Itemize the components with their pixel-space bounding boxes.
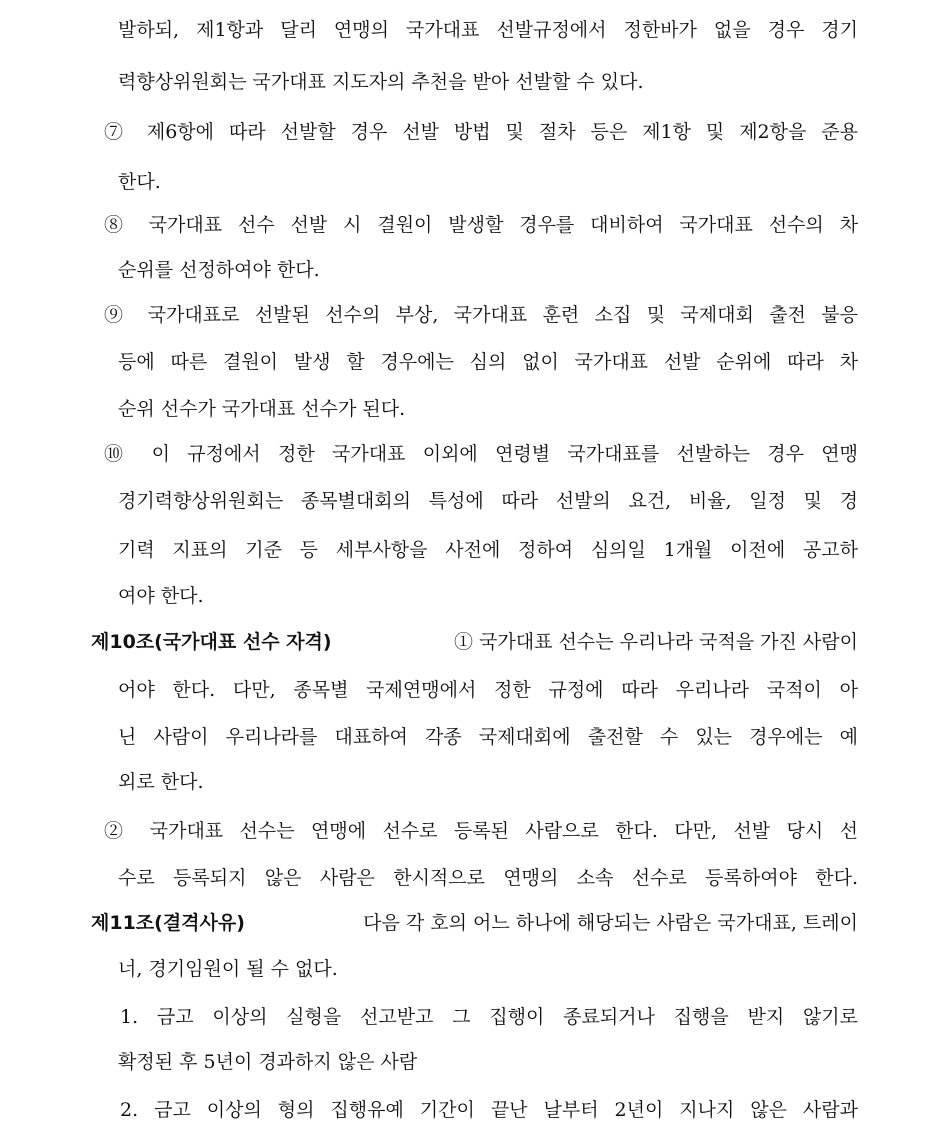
text-line: 여야 한다. [118,585,204,607]
clause-9: ⑨ 국가대표로 선발된 선수의 부상, 국가대표 훈련 소집 및 국제대회 출전 불응 [104,304,858,326]
text-line: 순위를 선정하여야 한다. [118,259,320,281]
clause-7: ⑦ 제6항에 따라 선발할 경우 선발 방법 및 절차 등은 제1항 및 제2항을 준용 [104,121,858,143]
text-line: 력향상위원회는 국가대표 지도자의 추천을 받아 선발할 수 있다. [118,71,644,93]
text-line: 어야 한다. 다만, 종목별 국제연맹에서 정한 규정에 따라 우리나라 국적이 아 [118,679,858,701]
clause-8: ⑧ 국가대표 선수 선발 시 결원이 발생할 경우를 대비하여 국가대표 선수의 차 [104,214,858,236]
text-line: 한다. [118,171,161,193]
article-10-clause-2: ② 국가대표 선수는 연맹에 선수로 등록된 사람으로 한다. 다만, 선발 당시 선 [104,820,858,842]
text-line: 닌 사람이 우리나라를 대표하여 각종 국제대회에 출전할 수 있는 경우에는 예 [118,726,858,748]
text-line: 발하되, 제1항과 달리 연맹의 국가대표 선발규정에서 정한바가 없을 경우 경기 [118,19,858,41]
article-11 [91,911,858,935]
article-10-title: 제10조(국가대표 선수 자격) [91,631,332,653]
text-line: 등에 따른 결원이 발생 할 경우에는 심의 없이 국가대표 선발 순위에 따라 차 [118,351,858,373]
text-line: 경기력향상위원회는 종목별대회의 특성에 따라 선발의 요건, 비율, 일정 및 경 [118,490,858,512]
clause-10: ⑩ 이 규정에서 정한 국가대표 이외에 연령별 국가대표를 선발하는 경우 연맹 [104,443,858,465]
item-2: 2. 금고 이상의 형의 집행유예 기간이 끝난 날부터 2년이 지나지 않은 사람과 [120,1099,858,1121]
article-10 [91,630,858,654]
article-11-title: 제11조(결격사유) [91,912,245,934]
text-line: 기력 지표의 기준 등 세부사항을 사전에 정하여 심의일 1개월 이전에 공고하 [118,539,858,561]
text-line: 수로 등록되지 않은 사람은 한시적으로 연맹의 소속 선수로 등록하여야 한다. [118,867,858,889]
text-line: 너, 경기임원이 될 수 없다. [118,958,338,980]
text-line: 확정된 후 5년이 경과하지 않은 사람 [118,1051,418,1073]
item-1: 1. 금고 이상의 실형을 선고받고 그 집행이 종료되거나 집행을 받지 않기로 [120,1006,858,1028]
article-10-clause-1: ① 국가대표 선수는 우리나라 국적을 가진 사람이 [454,631,858,653]
text-line: 외로 한다. [118,771,204,793]
text-line: 순위 선수가 국가대표 선수가 된다. [118,398,406,420]
article-11-text: 다음 각 호의 어느 하나에 해당되는 사람은 국가대표, 트레이 [363,912,858,934]
